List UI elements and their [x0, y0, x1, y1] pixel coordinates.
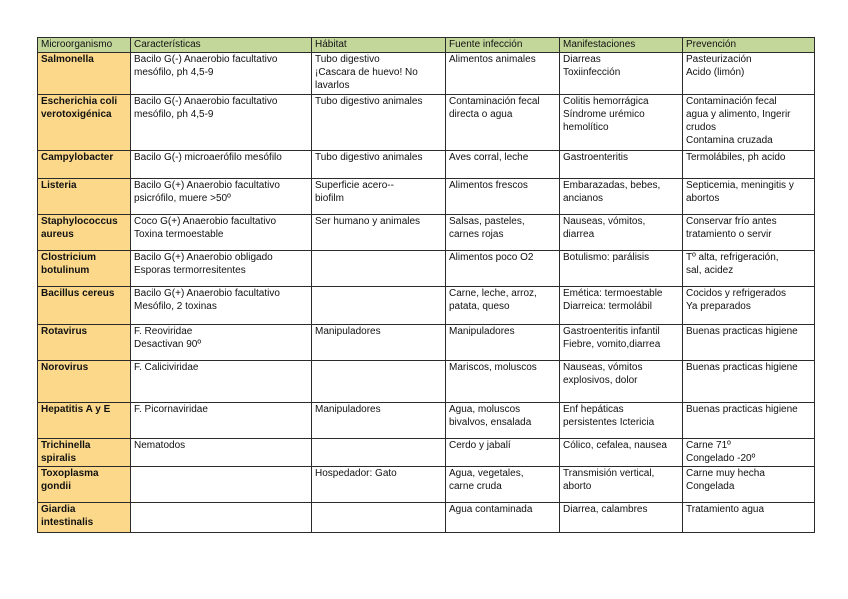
cell-line: Bacilo G(+) Anaerobio obligado — [134, 252, 273, 263]
cell-line: Diarreas — [563, 54, 601, 65]
cell-line: Esporas termorresitentes — [134, 265, 246, 276]
cell-line: Hepatitis A y E — [41, 404, 111, 415]
table-cell — [446, 467, 560, 503]
cell-line: Enf hepáticas — [563, 404, 624, 415]
table-cell — [131, 215, 312, 251]
cell-line: tratamiento o servir — [686, 229, 772, 240]
cell-line: Embarazadas, bebes, — [563, 180, 661, 191]
table-cell — [131, 403, 312, 439]
table-cell — [131, 95, 312, 151]
table-cell — [560, 53, 683, 95]
cell-line: Gastroenteritis — [563, 152, 629, 163]
cell-line: Septicemia, meningitis y — [686, 180, 794, 191]
cell-line: Trichinella — [41, 440, 91, 451]
organism-cell — [38, 151, 131, 179]
cell-line: Gastroenteritis infantil — [563, 326, 660, 337]
cell-line: diarrea — [563, 229, 595, 240]
table-cell — [560, 439, 683, 467]
cell-line: Acido (limón) — [686, 67, 745, 78]
cell-line: carnes rojas — [449, 229, 504, 240]
table-cell — [312, 467, 446, 503]
cell-line: biofilm — [315, 193, 344, 204]
cell-line: Agua, vegetales, — [449, 468, 524, 479]
organism-cell — [38, 403, 131, 439]
cell-line: Hospedador: Gato — [315, 468, 397, 479]
cell-line: Transmisión vertical, — [563, 468, 655, 479]
table-cell — [312, 95, 446, 151]
cell-line: hemolítico — [563, 122, 609, 133]
cell-line: Contamina cruzada — [686, 135, 773, 146]
cell-line: Contaminación fecal — [686, 96, 777, 107]
organism-cell — [38, 287, 131, 325]
table-row — [38, 439, 815, 467]
cell-line: Pasteurización — [686, 54, 752, 65]
table-row — [38, 467, 815, 503]
cell-line: F. Picornaviridae — [134, 404, 208, 415]
cell-line: Toxina termoestable — [134, 229, 224, 240]
cell-line: Mesófilo, 2 toxinas — [134, 301, 217, 312]
table-cell — [683, 287, 815, 325]
cell-line: Bacilo G(-) microaerófilo mesófilo — [134, 152, 282, 163]
cell-line: Nematodos — [134, 440, 186, 451]
table-cell — [446, 251, 560, 287]
table-cell — [446, 215, 560, 251]
cell-line: Manipuladores — [449, 326, 515, 337]
cell-line: Clostricium — [41, 252, 97, 263]
table-cell — [683, 503, 815, 533]
cell-line: lavarlos — [315, 80, 350, 91]
table-cell — [683, 439, 815, 467]
cell-line: Rotavirus — [41, 326, 88, 337]
table-row — [38, 179, 815, 215]
table-cell — [131, 179, 312, 215]
cell-line: Carne 71º — [686, 440, 731, 451]
cell-line: intestinalis — [41, 517, 94, 528]
table-cell — [446, 439, 560, 467]
cell-line: Salmonella — [41, 54, 94, 65]
organism-cell — [38, 251, 131, 287]
organism-cell — [38, 215, 131, 251]
table-row — [38, 53, 815, 95]
table-row — [38, 325, 815, 361]
cell-line: Agua, moluscos — [449, 404, 521, 415]
table-cell — [446, 53, 560, 95]
cell-line: Ya preparados — [686, 301, 751, 312]
table-cell — [131, 325, 312, 361]
table-cell — [560, 361, 683, 403]
cell-line: Bacilo G(+) Anaerobio facultativo — [134, 180, 280, 191]
table-cell — [312, 215, 446, 251]
cell-line: Termolábiles, ph acido — [686, 152, 786, 163]
table-cell — [683, 53, 815, 95]
cell-line: Salsas, pasteles, — [449, 216, 525, 227]
table-cell — [131, 53, 312, 95]
cell-line: Toxiinfección — [563, 67, 621, 78]
cell-line: Buenas practicas higiene — [686, 326, 798, 337]
cell-line: F. Reoviridae — [134, 326, 193, 337]
table-cell — [131, 151, 312, 179]
table-cell — [131, 251, 312, 287]
cell-line: Congelado -20º — [686, 453, 756, 464]
cell-line: Congelada — [686, 481, 735, 492]
cell-line: Tubo digestivo animales — [315, 96, 423, 107]
cell-line: Tubo digestivo — [315, 54, 380, 65]
table-cell — [446, 403, 560, 439]
table-cell — [560, 251, 683, 287]
table-cell — [446, 179, 560, 215]
cell-line: Diarreica: termolábil — [563, 301, 652, 312]
cell-line: sal, acidez — [686, 265, 734, 276]
cell-line: Carne muy hecha — [686, 468, 765, 479]
cell-line: Ser humano y animales — [315, 216, 421, 227]
table-cell — [683, 467, 815, 503]
cell-line: psicrófilo, muere >50º — [134, 193, 231, 204]
cell-line: mesófilo, ph 4,5-9 — [134, 109, 214, 120]
cell-line: F. Caliciviridae — [134, 362, 199, 373]
cell-line: Bacilo G(-) Anaerobio facultativo — [134, 96, 278, 107]
table-cell — [312, 403, 446, 439]
table-cell — [312, 503, 446, 533]
cell-line: Botulismo: parálisis — [563, 252, 650, 263]
cell-line: Colitis hemorrágica — [563, 96, 649, 107]
table-row — [38, 403, 815, 439]
table-row — [38, 503, 815, 533]
cell-line: Nauseas, vómitos, — [563, 216, 646, 227]
table-cell — [683, 403, 815, 439]
cell-line: Aves corral, leche — [449, 152, 529, 163]
cell-line: gondii — [41, 481, 71, 492]
table-row — [38, 361, 815, 403]
cell-line: Desactivan 90º — [134, 339, 202, 350]
table-cell — [560, 215, 683, 251]
cell-line: verotoxigénica — [41, 109, 112, 120]
cell-line: crudos — [686, 122, 717, 133]
cell-line: Buenas practicas higiene — [686, 404, 798, 415]
cell-line: spiralis — [41, 453, 77, 464]
cell-line: Cerdo y jabalí — [449, 440, 511, 451]
table-cell — [560, 403, 683, 439]
header-cell: Prevención — [683, 38, 815, 53]
cell-line: Tº alta, refrigeración, — [686, 252, 779, 263]
cell-line: Bacilo G(+) Anaerobio facultativo — [134, 288, 280, 299]
table-cell — [683, 251, 815, 287]
cell-line: Manipuladores — [315, 326, 381, 337]
cell-line: aureus — [41, 229, 74, 240]
table-cell — [312, 361, 446, 403]
table-row — [38, 151, 815, 179]
table-cell — [683, 325, 815, 361]
cell-line: Cocidos y refrigerados — [686, 288, 787, 299]
table-cell — [560, 467, 683, 503]
table-cell — [312, 287, 446, 325]
cell-line: aborto — [563, 481, 592, 492]
cell-line: Contaminación fecal — [449, 96, 540, 107]
table-row — [38, 95, 815, 151]
table-row — [38, 215, 815, 251]
cell-line: directa o agua — [449, 109, 513, 120]
table-cell — [560, 503, 683, 533]
microorganism-table — [37, 37, 815, 533]
cell-line: Norovirus — [41, 362, 89, 373]
table-cell — [312, 179, 446, 215]
table-cell — [560, 287, 683, 325]
cell-line: Fiebre, vomito,diarrea — [563, 339, 661, 350]
cell-line: Bacilo G(-) Anaerobio facultativo — [134, 54, 278, 65]
table-cell — [131, 361, 312, 403]
table-cell — [312, 151, 446, 179]
cell-line: ancianos — [563, 193, 604, 204]
cell-line: agua y alimento, Ingerir — [686, 109, 791, 120]
table-cell — [560, 151, 683, 179]
organism-cell — [38, 503, 131, 533]
table-cell — [131, 467, 312, 503]
cell-line: Buenas practicas higiene — [686, 362, 798, 373]
organism-cell — [38, 439, 131, 467]
table-cell — [683, 179, 815, 215]
header-cell: Microorganismo — [38, 38, 131, 53]
organism-cell — [38, 467, 131, 503]
cell-line: Giardia — [41, 504, 76, 515]
table-cell — [683, 151, 815, 179]
cell-line: Toxoplasma — [41, 468, 99, 479]
table-row — [38, 251, 815, 287]
table-cell — [683, 95, 815, 151]
cell-line: Coco G(+) Anaerobio facultativo — [134, 216, 277, 227]
cell-line: explosivos, dolor — [563, 375, 638, 386]
table-cell — [131, 439, 312, 467]
cell-line: Escherichia coli — [41, 96, 118, 107]
cell-line: ¡Cascara de huevo! No — [315, 67, 418, 78]
cell-line: carne cruda — [449, 481, 502, 492]
table-cell — [131, 503, 312, 533]
organism-cell — [38, 179, 131, 215]
cell-line: Campylobacter — [41, 152, 114, 163]
table-cell — [312, 439, 446, 467]
table-row — [38, 287, 815, 325]
cell-line: Mariscos, moluscos — [449, 362, 537, 373]
cell-line: Cólico, cefalea, nausea — [563, 440, 667, 451]
organism-cell — [38, 325, 131, 361]
cell-line: Listeria — [41, 180, 77, 191]
table-cell — [683, 215, 815, 251]
table-cell — [312, 251, 446, 287]
organism-cell — [38, 361, 131, 403]
cell-line: Tratamiento agua — [686, 504, 765, 515]
table-cell — [683, 361, 815, 403]
table-cell — [560, 325, 683, 361]
cell-line: Síndrome urémico — [563, 109, 645, 120]
header-cell: Hábitat — [312, 38, 446, 53]
cell-line: Diarrea, calambres — [563, 504, 648, 515]
cell-line: Nauseas, vómitos — [563, 362, 643, 373]
cell-line: Tubo digestivo animales — [315, 152, 423, 163]
cell-line: bivalvos, ensalada — [449, 417, 532, 428]
organism-cell — [38, 53, 131, 95]
cell-line: Emética: termoestable — [563, 288, 663, 299]
cell-line: Staphylococcus — [41, 216, 118, 227]
table-cell — [446, 287, 560, 325]
cell-line: patata, queso — [449, 301, 510, 312]
header-row — [38, 38, 815, 53]
table-cell — [131, 287, 312, 325]
cell-line: botulinum — [41, 265, 90, 276]
table-cell — [446, 325, 560, 361]
cell-line: Manipuladores — [315, 404, 381, 415]
table-cell — [446, 361, 560, 403]
table-cell — [446, 151, 560, 179]
cell-line: Alimentos poco O2 — [449, 252, 534, 263]
cell-line: Alimentos animales — [449, 54, 536, 65]
table-cell — [446, 95, 560, 151]
table-cell — [560, 179, 683, 215]
cell-line: Conservar frío antes — [686, 216, 777, 227]
table-cell — [312, 53, 446, 95]
header-cell: Manifestaciones — [560, 38, 683, 53]
cell-line: Agua contaminada — [449, 504, 533, 515]
header-cell: Características — [131, 38, 312, 53]
cell-line: Carne, leche, arroz, — [449, 288, 537, 299]
table-cell — [560, 95, 683, 151]
cell-line: Superficie acero-- — [315, 180, 394, 191]
cell-line: mesófilo, ph 4,5-9 — [134, 67, 214, 78]
cell-line: Alimentos frescos — [449, 180, 528, 191]
table-cell — [446, 503, 560, 533]
table-cell — [312, 325, 446, 361]
cell-line: abortos — [686, 193, 720, 204]
cell-line: persistentes Ictericia — [563, 417, 655, 428]
organism-cell — [38, 95, 131, 151]
header-cell: Fuente infección — [446, 38, 560, 53]
cell-line: Bacillus cereus — [41, 288, 115, 299]
